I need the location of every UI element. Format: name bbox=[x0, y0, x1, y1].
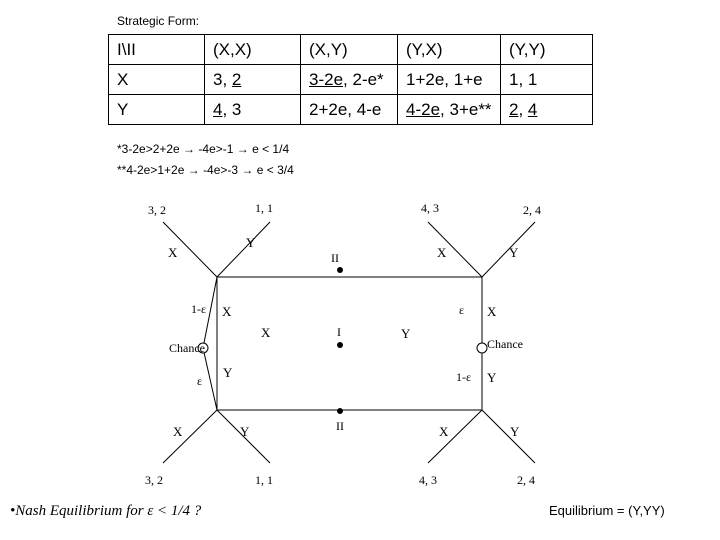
payoff-cell: 1+2e, 1+e bbox=[398, 65, 501, 95]
payoff-cell: 3, 2 bbox=[205, 65, 301, 95]
payoff-label: 1, 1 bbox=[255, 473, 273, 487]
move-label: X bbox=[222, 304, 232, 319]
info-node-ii-bottom bbox=[337, 408, 343, 414]
row-player-label: Y bbox=[109, 95, 205, 125]
move-label: Y bbox=[487, 370, 497, 385]
probability-label: 1-ε bbox=[191, 302, 207, 316]
payoff-a: 1+2e bbox=[406, 69, 445, 89]
payoff-b: 3+e** bbox=[449, 99, 492, 119]
table-header-cell: I\II bbox=[109, 35, 205, 65]
edge-left-chance-lower bbox=[203, 348, 217, 410]
move-label: X bbox=[261, 325, 271, 340]
chance-node-right bbox=[477, 343, 487, 353]
payoff-cell: 2+2e, 4-e bbox=[301, 95, 398, 125]
info-node-i bbox=[337, 342, 343, 348]
payoff-a: 3-2e bbox=[309, 69, 344, 89]
move-label: X bbox=[439, 424, 449, 439]
edge-top-left-y bbox=[217, 222, 270, 277]
payoff-label: 2, 4 bbox=[517, 473, 535, 487]
payoff-b: 1+e bbox=[453, 69, 483, 89]
player-label-i: I bbox=[337, 325, 341, 339]
condition-note-2: **4-2e>1+2e → -4e>-3 → e < 3/4 bbox=[117, 163, 294, 177]
move-label: Y bbox=[240, 424, 250, 439]
table-header-cell: (Y,X) bbox=[398, 35, 501, 65]
payoff-a: 4-2e bbox=[406, 99, 441, 119]
payoff-b: 3 bbox=[231, 99, 242, 119]
table-header-cell: (X,X) bbox=[205, 35, 301, 65]
payoff-a: 4 bbox=[213, 99, 223, 119]
move-label: Y bbox=[401, 326, 411, 341]
player-label-ii: II bbox=[336, 419, 344, 433]
payoff-cell: 4-2e, 3+e** bbox=[398, 95, 501, 125]
move-label: Y bbox=[223, 365, 233, 380]
edge-bottom-right-x bbox=[428, 410, 482, 463]
nash-equilibrium-question: •Nash Equilibrium for ε < 1/4 ? bbox=[10, 503, 202, 519]
payoff-a: 3 bbox=[213, 69, 223, 89]
move-label: Y bbox=[510, 424, 520, 439]
strategic-form-title: Strategic Form: bbox=[117, 14, 200, 28]
player-label-ii: II bbox=[331, 251, 339, 265]
payoff-cell: 4, 3 bbox=[205, 95, 301, 125]
edge-bottom-right-y bbox=[482, 410, 535, 463]
row-player-label: X bbox=[109, 65, 205, 95]
payoff-b: 1 bbox=[527, 69, 538, 89]
payoff-a: 1 bbox=[509, 69, 519, 89]
edge-bottom-left-x bbox=[163, 410, 217, 463]
payoff-b: 4 bbox=[527, 99, 538, 119]
chance-label-right: Chance bbox=[487, 337, 523, 351]
move-label: Y bbox=[509, 245, 519, 260]
table-header-cell: (Y,Y) bbox=[501, 35, 593, 65]
info-node-ii-top bbox=[337, 267, 343, 273]
move-label: X bbox=[173, 424, 183, 439]
payoff-cell: 3-2e, 2-e* bbox=[301, 65, 398, 95]
tree-edges bbox=[163, 222, 535, 463]
payoff-b: 4-e bbox=[356, 99, 382, 119]
move-label: X bbox=[437, 245, 447, 260]
move-label: Y bbox=[246, 235, 256, 250]
condition-note-1: *3-2e>2+2e → -4e>-1 → e < 1/4 bbox=[117, 142, 290, 156]
information-set-box bbox=[217, 277, 482, 410]
payoff-cell: 2, 4 bbox=[501, 95, 593, 125]
payoff-b: 2-e* bbox=[352, 69, 384, 89]
probability-label: 1-ε bbox=[456, 370, 472, 384]
payoff-label: 4, 3 bbox=[419, 473, 437, 487]
payoff-label: 3, 2 bbox=[145, 473, 163, 487]
payoff-cell: 1, 1 bbox=[501, 65, 593, 95]
payoff-a: 2 bbox=[509, 99, 519, 119]
table-header-cell: (X,Y) bbox=[301, 35, 398, 65]
payoff-label: 3, 2 bbox=[148, 203, 166, 217]
probability-label: ε bbox=[197, 374, 203, 388]
probability-label: ε bbox=[459, 303, 465, 317]
payoff-label: 4, 3 bbox=[421, 201, 439, 215]
payoff-label: 2, 4 bbox=[523, 203, 541, 217]
move-label: X bbox=[487, 304, 497, 319]
move-label: X bbox=[168, 245, 178, 260]
chance-label-left: Chance bbox=[169, 341, 205, 355]
payoff-a: 2+2e bbox=[309, 99, 348, 119]
payoff-label: 1, 1 bbox=[255, 201, 273, 215]
payoff-b: 2 bbox=[231, 69, 242, 89]
equilibrium-result: Equilibrium = (Y,YY) bbox=[549, 503, 665, 518]
